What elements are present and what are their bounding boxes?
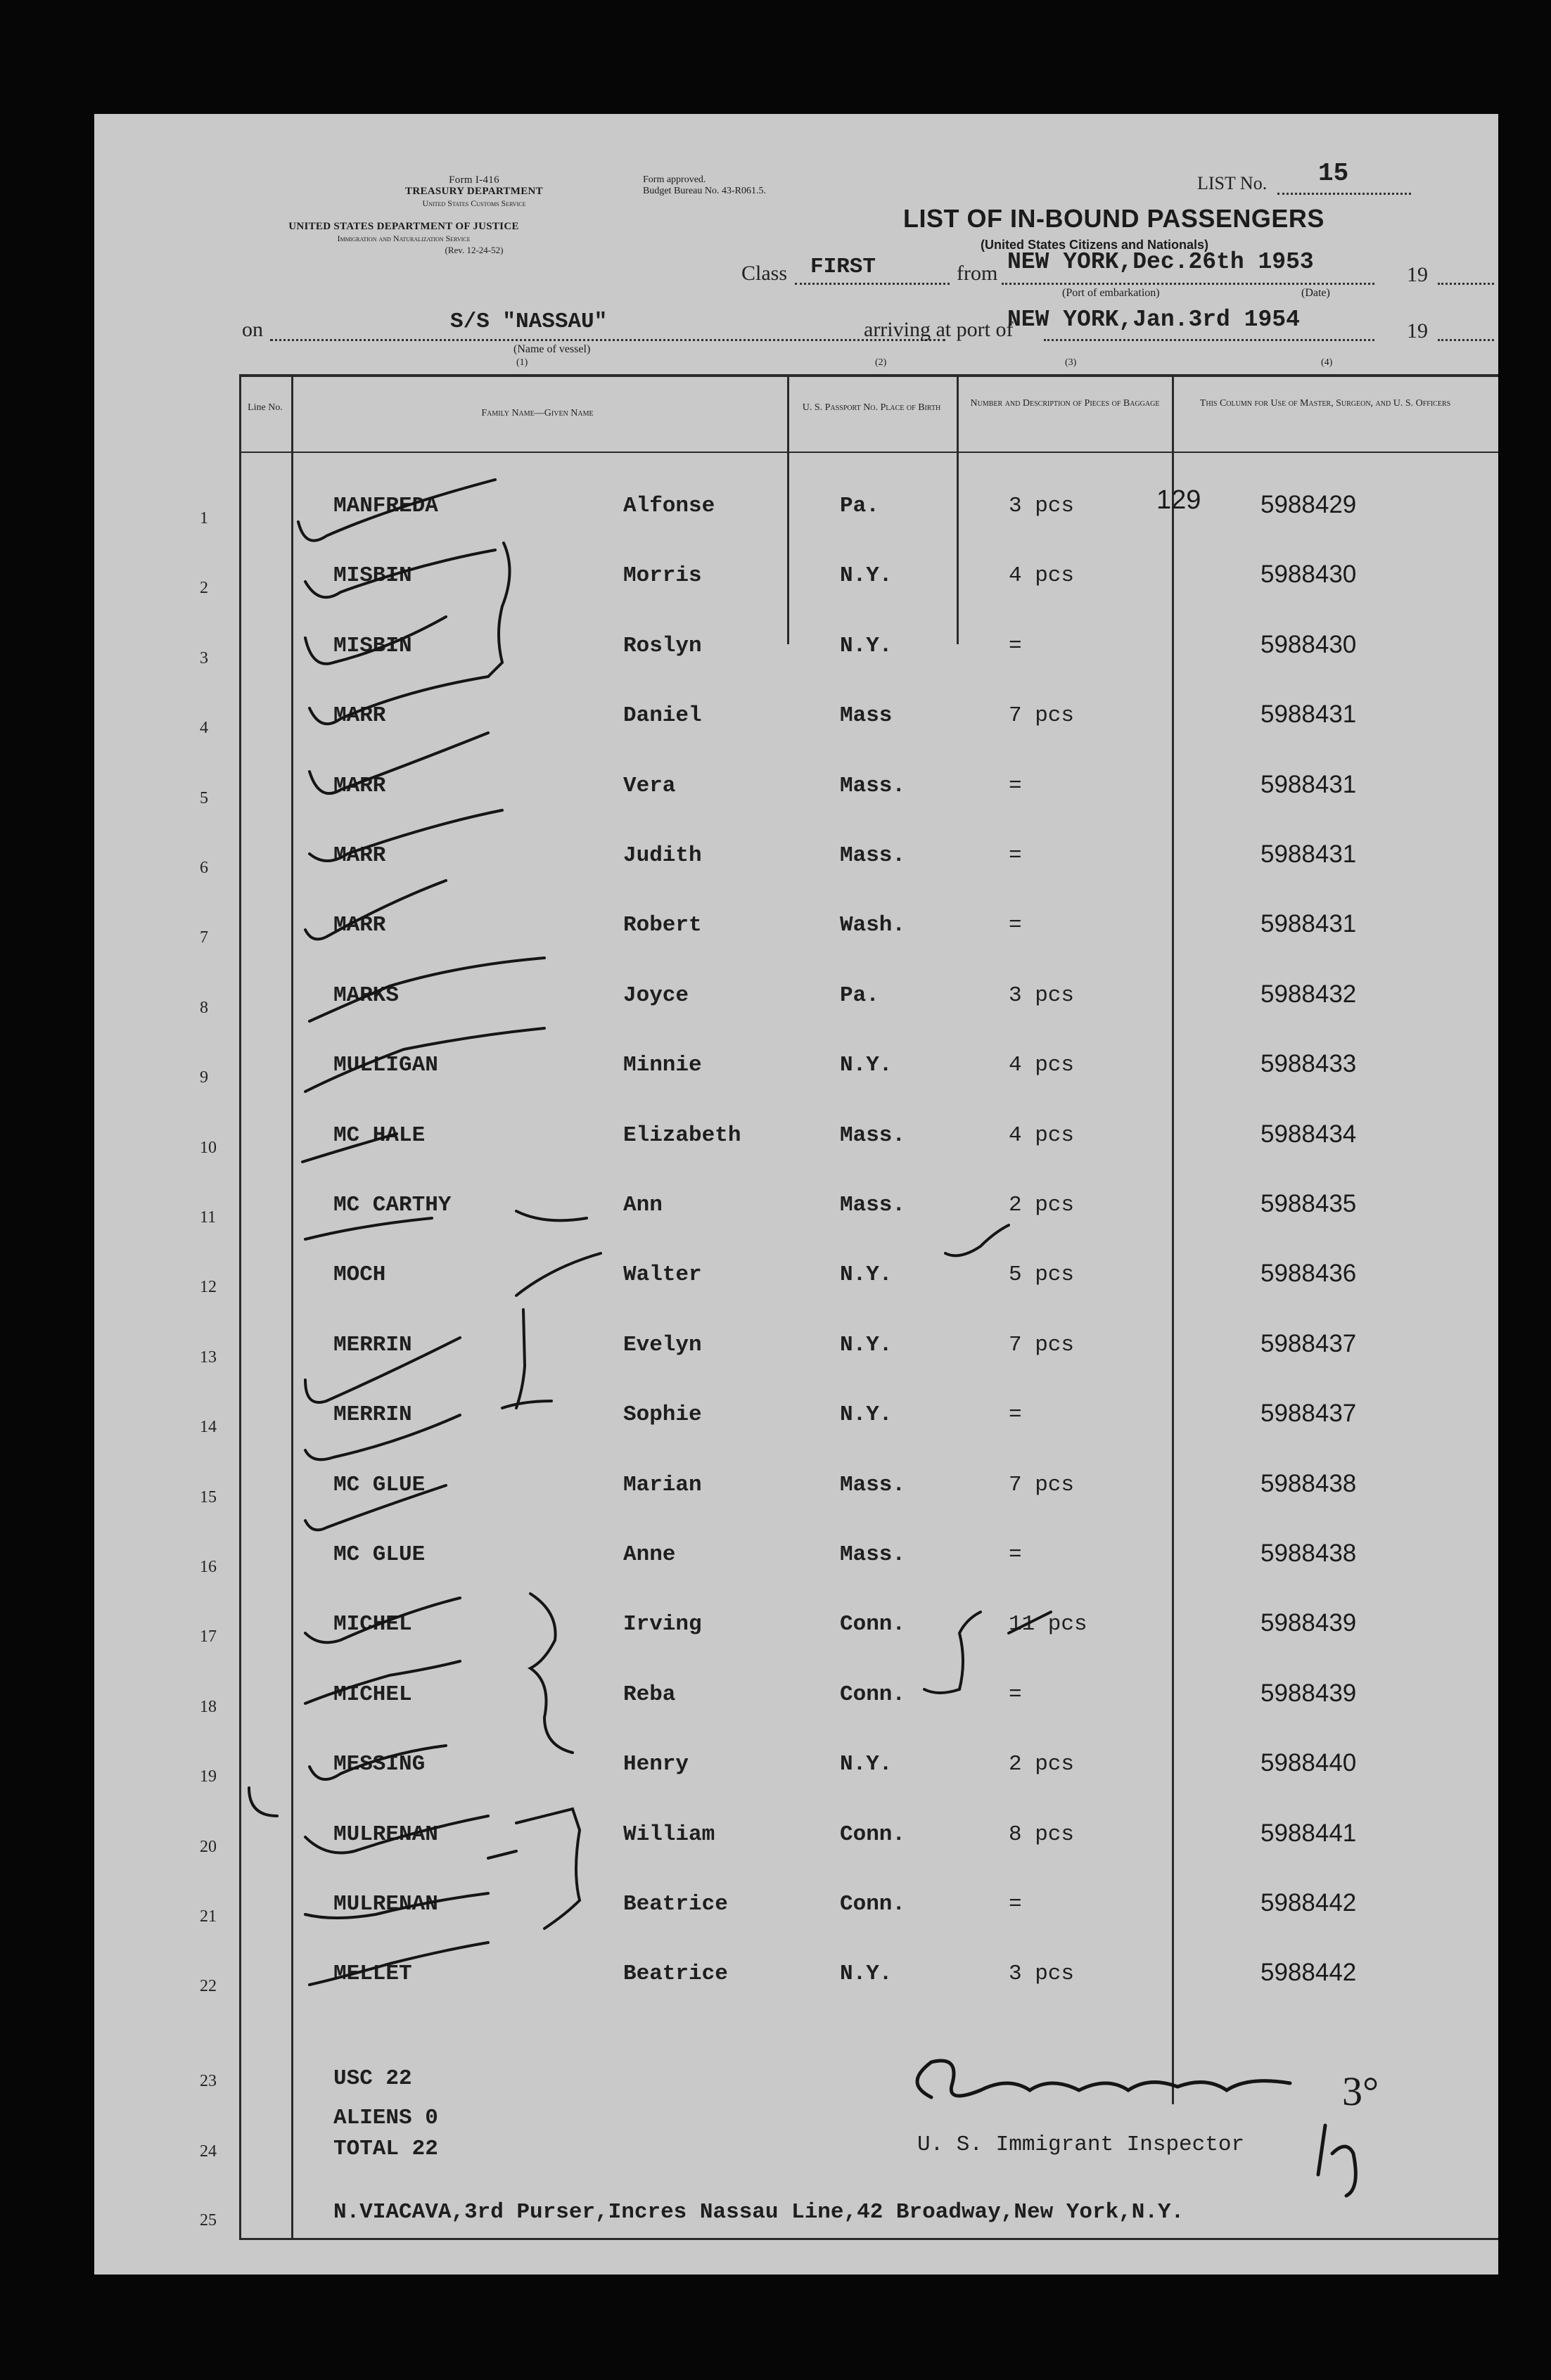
- place-of-birth: Mass.: [840, 843, 906, 868]
- table-row: [94, 1527, 1498, 1597]
- baggage-count: 3 pcs: [1009, 1962, 1075, 1987]
- given-name: Beatrice: [623, 1962, 728, 1987]
- officer-code: 5988431: [1260, 700, 1357, 729]
- table-row: [94, 1177, 1498, 1247]
- vessel-value: S/S "NASSAU": [450, 309, 608, 334]
- given-name: Beatrice: [623, 1892, 728, 1917]
- baggage-count: 4 pcs: [1009, 1053, 1075, 1078]
- officer-code: 5988432: [1260, 980, 1357, 1008]
- officer-code: 5988440: [1260, 1749, 1357, 1777]
- line-number: 22: [200, 1977, 217, 1996]
- given-name: William: [623, 1822, 715, 1847]
- place-of-birth: Mass.: [840, 1472, 906, 1497]
- manifest-sheet: [94, 114, 1498, 2275]
- line-number: 11: [200, 1208, 217, 1227]
- table-row: [94, 968, 1498, 1037]
- family-name: MC HALE: [333, 1122, 426, 1148]
- officer-code: 5988439: [1260, 1609, 1357, 1637]
- baggage-count: 7 pcs: [1009, 703, 1075, 729]
- place-of-birth: Conn.: [840, 1682, 906, 1707]
- place-of-birth: N.Y.: [840, 1752, 893, 1777]
- vessel-caption: (Name of vessel): [513, 343, 591, 355]
- family-name: MICHEL: [333, 1612, 412, 1637]
- table-top-rule: [239, 374, 1498, 377]
- year-suffix-2: 19: [1407, 319, 1428, 343]
- given-name: Minnie: [623, 1053, 702, 1078]
- table-row: [94, 1667, 1498, 1736]
- purser-line: N.VIACAVA,3rd Purser,Incres Nassau Line,42 Broadway,New York,N.Y.: [333, 2200, 1185, 2225]
- given-name: Daniel: [623, 703, 702, 729]
- family-name: MERRIN: [333, 1332, 412, 1357]
- arriving-line: [1044, 339, 1374, 341]
- place-of-birth: Conn.: [840, 1612, 906, 1637]
- date-caption: (Date): [1301, 287, 1330, 299]
- on-label: on: [242, 318, 263, 341]
- given-name: Anne: [623, 1542, 676, 1567]
- line-number: 3: [200, 648, 208, 667]
- given-name: Judith: [623, 843, 702, 868]
- given-name: Vera: [623, 773, 676, 798]
- place-of-birth: N.Y.: [840, 563, 893, 589]
- baggage-count: 2 pcs: [1009, 1193, 1075, 1217]
- port-embark-caption: (Port of embarkation): [1062, 287, 1160, 299]
- baggage-count: =: [1009, 1402, 1022, 1428]
- table-row: [94, 1317, 1498, 1387]
- baggage-count: 5 pcs: [1009, 1262, 1075, 1288]
- given-name: Elizabeth: [623, 1122, 741, 1148]
- list-no-line: [1277, 193, 1411, 195]
- given-name: Marian: [623, 1472, 702, 1497]
- line-number: 1: [200, 509, 208, 527]
- justice-dept: UNITED STATES DEPARTMENT OF JUSTICE: [288, 221, 519, 232]
- family-name: MISBIN: [333, 633, 412, 658]
- place-of-birth: Pa.: [840, 983, 879, 1008]
- place-of-birth: Mass.: [840, 1542, 906, 1567]
- officer-code: 5988430: [1260, 630, 1357, 658]
- table-row: [94, 1108, 1498, 1177]
- place-of-birth: Conn.: [840, 1892, 906, 1917]
- line-number: 6: [200, 859, 208, 877]
- arrival-value: NEW YORK,Jan.3rd 1954: [1007, 307, 1300, 333]
- column-number-1: (1): [516, 357, 528, 368]
- family-name: MELLET: [333, 1962, 412, 1987]
- line-number: 23: [200, 2072, 217, 2090]
- place-of-birth: N.Y.: [840, 633, 893, 658]
- table-row: [94, 1736, 1498, 1806]
- manifest-title: LIST OF IN-BOUND PASSENGERS: [903, 204, 1325, 233]
- table-row: [94, 1247, 1498, 1317]
- officer-code: 5988441: [1260, 1819, 1357, 1847]
- family-name: MARR: [333, 913, 386, 938]
- list-no-label: LIST No.: [1197, 173, 1268, 193]
- baggage-count: 4 pcs: [1009, 563, 1075, 589]
- baggage-count: 8 pcs: [1009, 1822, 1075, 1847]
- place-of-birth: N.Y.: [840, 1962, 893, 1987]
- signature-mark: [917, 2061, 1290, 2097]
- revision-date: (Rev. 12-24-52): [445, 245, 504, 255]
- table-row: [94, 1457, 1498, 1527]
- given-name: Robert: [623, 913, 702, 938]
- year-line: [1438, 283, 1494, 285]
- class-line: [795, 283, 950, 285]
- col-name: Family Name—Given Name: [481, 408, 594, 418]
- baggage-count: =: [1009, 843, 1022, 868]
- family-name: MC GLUE: [333, 1472, 426, 1497]
- baggage-count: 3 pcs: [1009, 494, 1075, 518]
- family-name: MERRIN: [333, 1402, 412, 1428]
- from-label: from: [957, 262, 998, 285]
- table-row: [94, 1876, 1498, 1946]
- family-name: MARR: [333, 773, 386, 798]
- line-number: 5: [200, 788, 208, 807]
- column-number-4: (4): [1321, 357, 1333, 368]
- column-number-3: (3): [1065, 357, 1077, 368]
- place-of-birth: Mass.: [840, 1122, 906, 1148]
- place-of-birth: N.Y.: [840, 1262, 893, 1288]
- given-name: Morris: [623, 563, 702, 589]
- table-row: [94, 478, 1498, 548]
- family-name: MARR: [333, 703, 386, 729]
- baggage-count: =: [1009, 633, 1022, 658]
- col-officers: This Column for Use of Master, Surgeon, and U. S. Officers: [1199, 398, 1451, 409]
- vessel-line: [270, 339, 945, 341]
- form-number: Form I-416: [449, 174, 499, 186]
- table-row: [94, 897, 1498, 967]
- officer-code: 5988434: [1260, 1120, 1357, 1148]
- usc-count: USC 22: [333, 2066, 412, 2091]
- baggage-count: 7 pcs: [1009, 1332, 1075, 1357]
- col-baggage: Number and Description of Pieces of Baggage: [970, 398, 1160, 409]
- family-name: MESSING: [333, 1752, 426, 1777]
- place-of-birth: Conn.: [840, 1822, 906, 1847]
- family-name: MICHEL: [333, 1682, 412, 1707]
- total-count: TOTAL 22: [333, 2137, 438, 2161]
- family-name: MULLIGAN: [333, 1053, 438, 1078]
- officer-code: 5988430: [1260, 561, 1357, 589]
- given-name: Evelyn: [623, 1332, 702, 1357]
- baggage-count: 2 pcs: [1009, 1752, 1075, 1777]
- header-bottom-rule: [239, 452, 1498, 453]
- given-name: Alfonse: [623, 494, 715, 518]
- line-number: 20: [200, 1837, 217, 1856]
- family-name: MARR: [333, 843, 386, 868]
- given-name: Irving: [623, 1612, 702, 1637]
- column-number-2: (2): [875, 357, 887, 368]
- table-row: [94, 1037, 1498, 1107]
- baggage-count: 4 pcs: [1009, 1122, 1075, 1148]
- place-of-birth: N.Y.: [840, 1332, 893, 1357]
- officer-code: 5988431: [1260, 910, 1357, 938]
- officer-code: 5988442: [1260, 1959, 1357, 1987]
- family-name: MULRENAN: [333, 1892, 438, 1917]
- embarkation-value: NEW YORK,Dec.26th 1953: [1007, 249, 1314, 275]
- aliens-count: ALIENS 0: [333, 2106, 438, 2130]
- line-number: 16: [200, 1558, 217, 1576]
- line-number: 8: [200, 998, 208, 1017]
- line-number: 13: [200, 1348, 217, 1367]
- officer-code: 5988442: [1260, 1889, 1357, 1917]
- officer-code: 5988437: [1260, 1329, 1357, 1357]
- table-row: [94, 828, 1498, 897]
- class-label: Class: [741, 262, 788, 285]
- ins-service: Immigration and Naturalization Service: [337, 233, 471, 243]
- officer-code: 5988436: [1260, 1260, 1357, 1288]
- baggage-count: 7 pcs: [1009, 1472, 1075, 1497]
- margin-note: 3°: [1342, 2068, 1379, 2114]
- table-row: [94, 1597, 1498, 1666]
- customs-service: United States Customs Service: [422, 198, 526, 208]
- line-number: 15: [200, 1488, 217, 1506]
- manifest-subtitle: (United States Citizens and Nationals): [981, 238, 1209, 252]
- family-name: MC CARTHY: [333, 1193, 452, 1217]
- table-row: [94, 1946, 1498, 2016]
- line-number: 4: [200, 719, 208, 738]
- family-name: MOCH: [333, 1262, 386, 1288]
- line-number: 12: [200, 1278, 217, 1297]
- line-number: 14: [200, 1418, 217, 1437]
- table-row: [94, 688, 1498, 757]
- year-suffix: 19: [1407, 263, 1428, 286]
- budget-bureau: Budget Bureau No. 43-R061.5.: [643, 186, 766, 196]
- treasury-dept: TREASURY DEPARTMENT: [405, 186, 543, 197]
- line-number: 25: [200, 2211, 217, 2229]
- given-name: Roslyn: [623, 633, 702, 658]
- baggage-count: =: [1009, 773, 1022, 798]
- officer-code: 5988435: [1260, 1190, 1357, 1217]
- baggage-count: =: [1009, 913, 1022, 938]
- officer-code: 5988431: [1260, 840, 1357, 868]
- officer-code: 5988438: [1260, 1469, 1357, 1497]
- family-name: MULRENAN: [333, 1822, 438, 1847]
- given-name: Walter: [623, 1262, 702, 1288]
- officer-code: 5988431: [1260, 770, 1357, 798]
- officer-code: 5988438: [1260, 1540, 1357, 1567]
- baggage-count: 3 pcs: [1009, 983, 1075, 1008]
- table-row: [94, 548, 1498, 618]
- given-name: Ann: [623, 1193, 663, 1217]
- line-number: 18: [200, 1697, 217, 1716]
- line-number: 2: [200, 579, 208, 598]
- from-line: [1002, 283, 1374, 285]
- place-of-birth: Pa.: [840, 494, 879, 518]
- arriving-label: arriving at port of: [864, 318, 1014, 341]
- officer-code: 5988437: [1260, 1400, 1357, 1428]
- table-row: [94, 1807, 1498, 1876]
- family-name: MC GLUE: [333, 1542, 426, 1567]
- given-name: Reba: [623, 1682, 676, 1707]
- inspector-label: U. S. Immigrant Inspector: [917, 2132, 1245, 2157]
- family-name: MISBIN: [333, 563, 412, 589]
- place-of-birth: Mass.: [840, 1193, 906, 1217]
- line-number: 19: [200, 1767, 217, 1786]
- baggage-count: =: [1009, 1892, 1022, 1917]
- place-of-birth: N.Y.: [840, 1053, 893, 1078]
- line-number: 7: [200, 928, 208, 947]
- line-number: 24: [200, 2142, 217, 2161]
- officer-code: 5988439: [1260, 1679, 1357, 1707]
- place-of-birth: Wash.: [840, 913, 906, 938]
- line-number: 10: [200, 1138, 217, 1157]
- line-number: 17: [200, 1627, 217, 1646]
- col-passport: U. S. Passport No. Place of Birth: [802, 402, 941, 413]
- baggage-count: 11 pcs: [1009, 1612, 1087, 1637]
- family-name: MARKS: [333, 983, 400, 1008]
- class-value: FIRST: [810, 255, 876, 279]
- list-no-value: 15: [1318, 159, 1349, 188]
- place-of-birth: Mass.: [840, 773, 906, 798]
- table-row: [94, 758, 1498, 828]
- line-number: 9: [200, 1068, 208, 1087]
- table-bottom-rule: [239, 2238, 1498, 2240]
- given-name: Henry: [623, 1752, 689, 1777]
- place-of-birth: Mass: [840, 703, 893, 729]
- given-name: Sophie: [623, 1402, 702, 1428]
- line-number: 21: [200, 1907, 217, 1926]
- form-approved: Form approved.: [643, 174, 706, 185]
- year-line-2: [1438, 339, 1494, 341]
- family-name: MANFREDA: [333, 494, 438, 518]
- signature-mark: [1318, 2125, 1355, 2196]
- passenger-count-note: 129: [1156, 485, 1201, 515]
- baggage-count: =: [1009, 1682, 1022, 1707]
- officer-code: 5988433: [1260, 1050, 1357, 1078]
- col-line-no: Line No.: [248, 402, 283, 413]
- baggage-count: =: [1009, 1542, 1022, 1567]
- given-name: Joyce: [623, 983, 689, 1008]
- place-of-birth: N.Y.: [840, 1402, 893, 1428]
- table-row: [94, 1387, 1498, 1457]
- table-row: [94, 618, 1498, 688]
- officer-code: 5988429: [1260, 491, 1357, 518]
